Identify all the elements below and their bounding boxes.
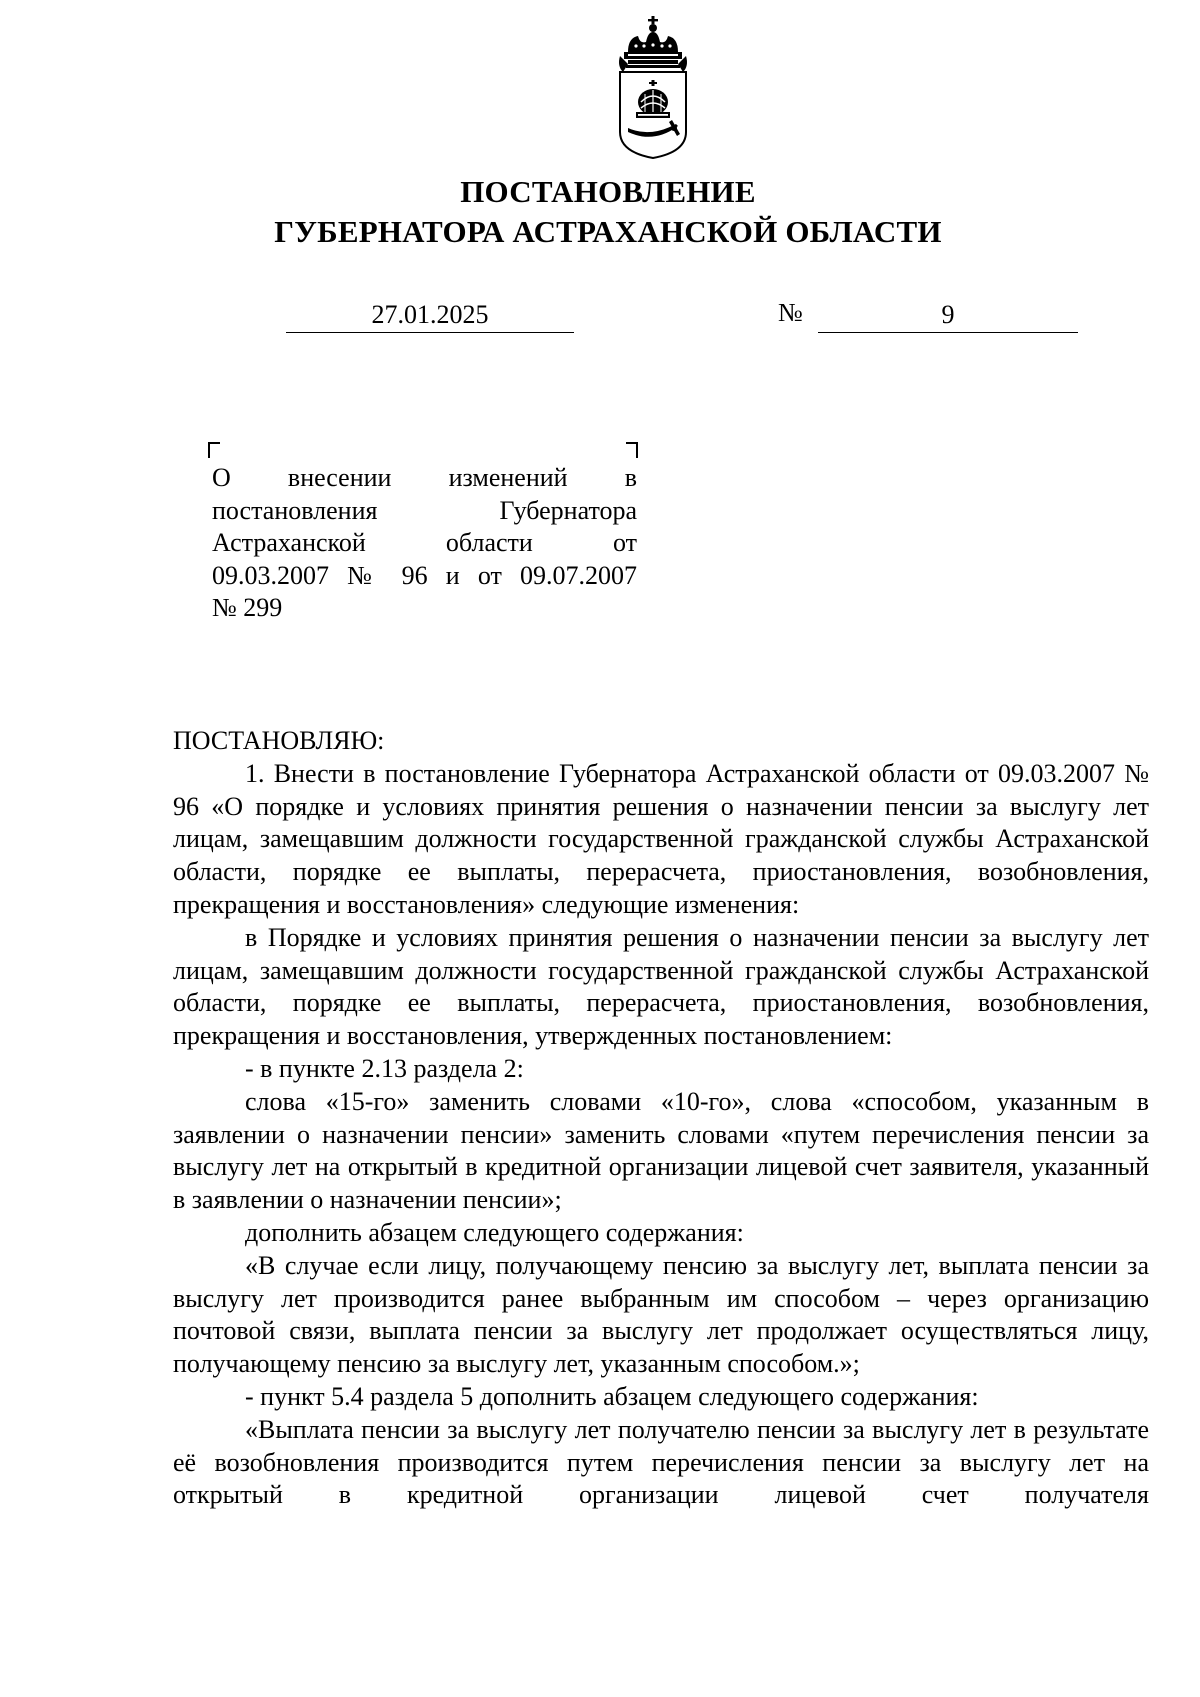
body-paragraph: «Выплата пенсии за выслугу лет получателю пенсии за выслугу лет в результате её возобновления производится путем перечисления пенсии за выслугу лет на открытый в кредитной организации лицевой счет получателя (173, 1414, 1149, 1510)
subject-line: Астраханской области от (212, 528, 637, 557)
body-paragraph: - пункт 5.4 раздела 5 дополнить абзацем следующего содержания: (245, 1381, 979, 1411)
subject-line: 09.03.2007 № 96 и от 09.07.2007 (212, 560, 637, 590)
document-type-title: ПОСТАНОВЛЕНИЕ (460, 174, 756, 209)
subject-line: постановления Губернатора (212, 495, 637, 525)
body-paragraph: «В случае если лицу, получающему пенсию за выслугу лет, выплата пенсии за выслугу лет производится ранее выбранным им способом – через организацию почтовой связи, выплата пенсии за выслугу лет продолжает осуществляться лицу, получающему пенсию за выслугу лет, указанным способом.»; (173, 1250, 1149, 1379)
decree-subject (212, 462, 637, 625)
subject-line: О внесении изменений в (212, 463, 637, 492)
decree-word: ПОСТАНОВЛЯЮ: (173, 726, 385, 755)
coat-of-arms-emblem (614, 16, 692, 162)
body-paragraph: дополнить абзацем следующего содержания: (245, 1217, 744, 1247)
decree-date: 27.01.2025 (286, 300, 574, 333)
body-paragraph: - в пункте 2.13 раздела 2: (245, 1053, 524, 1083)
body-paragraph: в Порядке и условиях принятия решения о назначении пенсии за выслугу лет лицам, замещавшим должности государственной гражданской службы Астраханской области, порядке ее выплаты, перерасчета, приостановления, возобновления, прекращения и восстановления, утвержденных постановлением: (173, 922, 1149, 1051)
body-paragraph: слова «15-го» заменить словами «10-го», слова «способом, указанным в заявлении о назначении пенсии» заменить словами «путем перечисления пенсии за выслугу лет на открытый в кредитной организации лицевой счет заявителя, указанный в заявлении о назначении пенсии»; (173, 1086, 1149, 1215)
number-sign: № (778, 298, 803, 327)
subject-corner-right (626, 442, 638, 458)
body-paragraph: 1. Внести в постановление Губернатора Астраханской области от 09.03.2007 № 96 «О порядке и условиях принятия решения о назначении пенсии за выслугу лет лицам, замещавшим должности государственной гражданской службы Астраханской области, порядке ее выплаты, перерасчета, приостановления, возобновления, прекращения и восстановления» следующие изменения: (173, 758, 1149, 919)
subject-corner-left (208, 442, 220, 458)
decree-body (173, 725, 1149, 1512)
issuing-authority-title: ГУБЕРНАТОРА АСТРАХАНСКОЙ ОБЛАСТИ (274, 214, 942, 249)
decree-number: 9 (818, 300, 1078, 333)
subject-line: № 299 (212, 593, 283, 622)
